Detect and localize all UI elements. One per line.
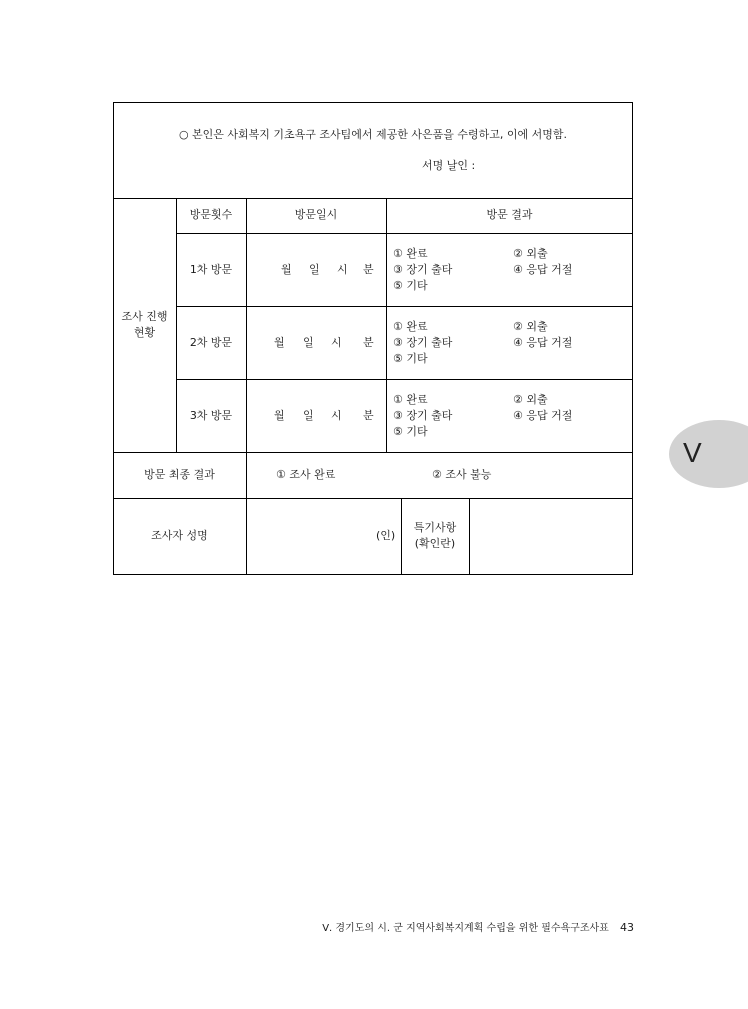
table-border-right bbox=[632, 102, 633, 575]
result-option-other[interactable]: ⑤ 기타 bbox=[393, 279, 428, 292]
visit-date-minute[interactable]: 분 bbox=[363, 263, 374, 276]
result-option-long-absence[interactable]: ③ 장기 출타 bbox=[393, 336, 453, 349]
column-divider bbox=[386, 198, 387, 452]
investigator-name-field[interactable] bbox=[247, 499, 372, 574]
result-option-out[interactable]: ② 외출 bbox=[513, 247, 548, 260]
chapter-tab bbox=[669, 420, 748, 488]
result-option-long-absence[interactable]: ③ 장기 출타 bbox=[393, 409, 453, 422]
result-option-other[interactable]: ⑤ 기타 bbox=[393, 352, 428, 365]
survey-form-table bbox=[113, 102, 633, 575]
progress-section-label: 현황 bbox=[133, 326, 156, 339]
final-option-complete[interactable]: ① 조사 완료 bbox=[276, 468, 336, 481]
result-option-out[interactable]: ② 외출 bbox=[513, 393, 548, 406]
visit-date-hour[interactable]: 시 bbox=[337, 263, 348, 276]
visit-date-month[interactable]: 월 bbox=[281, 263, 292, 276]
result-option-refused[interactable]: ④ 응답 거절 bbox=[513, 336, 573, 349]
visit-date-hour[interactable]: 시 bbox=[331, 409, 342, 422]
visit-label: 2차 방문 bbox=[189, 336, 233, 349]
chapter-tab-label: V bbox=[683, 437, 702, 468]
visit-date-minute[interactable]: 분 bbox=[363, 336, 374, 349]
row-divider bbox=[176, 306, 633, 307]
row-divider bbox=[176, 233, 633, 234]
notes-label: (확인란) bbox=[414, 537, 456, 550]
result-option-refused[interactable]: ④ 응답 거절 bbox=[513, 263, 573, 276]
visit-date-minute[interactable]: 분 bbox=[363, 409, 374, 422]
page-number: 43 bbox=[620, 921, 634, 934]
column-divider bbox=[401, 498, 402, 574]
progress-section-label: 조사 진행 bbox=[121, 310, 168, 323]
row-divider bbox=[176, 379, 633, 380]
notes-label: 특기사항 bbox=[413, 521, 457, 534]
table-border-bottom bbox=[113, 574, 633, 575]
result-option-refused[interactable]: ④ 응답 거절 bbox=[513, 409, 573, 422]
investigator-name-label: 조사자 성명 bbox=[151, 529, 208, 542]
final-result-label: 방문 최종 결과 bbox=[144, 468, 215, 481]
result-option-long-absence[interactable]: ③ 장기 출타 bbox=[393, 263, 453, 276]
visit-label: 1차 방문 bbox=[189, 263, 233, 276]
table-border-top bbox=[113, 102, 633, 103]
visit-label: 3차 방문 bbox=[189, 409, 233, 422]
final-option-unable[interactable]: ② 조사 불능 bbox=[432, 468, 492, 481]
row-divider bbox=[113, 198, 633, 199]
visit-date-hour[interactable]: 시 bbox=[331, 336, 342, 349]
header-visit-result: 방문 결과 bbox=[486, 208, 533, 221]
result-option-other[interactable]: ⑤ 기타 bbox=[393, 425, 428, 438]
row-divider bbox=[113, 452, 633, 453]
visit-date-day[interactable]: 일 bbox=[309, 263, 320, 276]
visit-date-day[interactable]: 일 bbox=[303, 409, 314, 422]
page-footer bbox=[322, 919, 634, 934]
result-option-complete[interactable]: ① 완료 bbox=[393, 247, 428, 260]
result-option-complete[interactable]: ① 완료 bbox=[393, 393, 428, 406]
header-visit-datetime: 방문일시 bbox=[294, 208, 338, 221]
result-option-out[interactable]: ② 외출 bbox=[513, 320, 548, 333]
consent-statement: ○ 본인은 사회복지 기초욕구 조사팀에서 제공한 사은품을 수령하고, 이에 서명함. bbox=[178, 128, 568, 141]
visit-date-month[interactable]: 월 bbox=[274, 336, 285, 349]
header-visit-count: 방문횟수 bbox=[189, 208, 233, 221]
seal-mark: (인) bbox=[376, 529, 396, 542]
notes-field[interactable] bbox=[470, 499, 632, 574]
signature-label: 서명 날인 : bbox=[422, 159, 476, 172]
running-title: Ⅴ. 경기도의 시. 군 지역사회복지계획 수립을 위한 필수욕구조사표 bbox=[322, 923, 609, 934]
visit-date-month[interactable]: 월 bbox=[274, 409, 285, 422]
result-option-complete[interactable]: ① 완료 bbox=[393, 320, 428, 333]
visit-date-day[interactable]: 일 bbox=[303, 336, 314, 349]
